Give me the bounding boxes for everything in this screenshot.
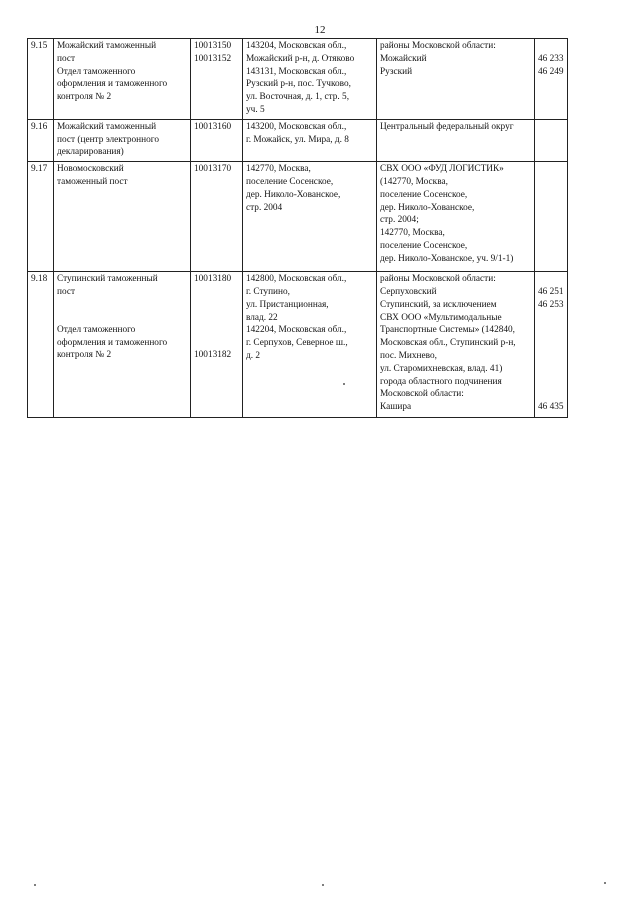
table-row	[28, 39, 568, 120]
table-row	[28, 162, 568, 272]
post-name-line: таможенный пост	[57, 176, 128, 187]
row-number: 9.18	[28, 272, 54, 418]
post-name-line: оформления и таможенного	[57, 337, 168, 348]
table-row	[28, 119, 568, 161]
area-line: СВХ ООО «Мультимодальные	[380, 312, 502, 323]
scan-speck	[322, 884, 324, 886]
post-code: 10013150	[194, 41, 232, 51]
scan-speck	[34, 884, 36, 886]
page-number: 12	[314, 24, 326, 36]
scan-speck	[343, 383, 345, 385]
area-line: дер. Николо-Хованское, уч. 9/1-1)	[380, 253, 514, 264]
address-line: Можайский р-н, д. Отяково	[246, 53, 355, 64]
address-line: 142204, Московская обл.,	[246, 325, 347, 336]
area-line: Можайский	[380, 53, 427, 64]
okato-code: 46 253	[538, 299, 564, 310]
area-line: ул. Старомихневская, влад. 41)	[380, 363, 503, 374]
post-code-cell	[191, 162, 243, 272]
okato-code: 46 233	[538, 53, 564, 64]
post-address-cell	[243, 39, 377, 120]
post-name-line: пост (центр электронного	[57, 134, 159, 145]
address-line: 142770, Москва,	[246, 164, 311, 175]
address-line: поселение Сосенское,	[246, 176, 334, 187]
okato-cell	[535, 39, 568, 120]
address-line: д. 2	[246, 350, 261, 361]
address-line: 142800, Московская обл.,	[246, 274, 347, 285]
post-address-cell	[243, 162, 377, 272]
post-code: 10013180	[194, 274, 232, 285]
area-line: районы Московской области:	[380, 41, 496, 51]
post-name-cell	[54, 119, 191, 161]
post-code: 10013182	[194, 349, 232, 360]
row-number: 9.15	[28, 39, 54, 120]
area-line: поселение Сосенское,	[380, 189, 468, 200]
table-row	[28, 272, 568, 418]
post-code-cell	[191, 39, 243, 120]
post-name-line: контроля № 2	[57, 350, 112, 361]
post-name-line: пост	[57, 53, 76, 64]
post-name-line: Ступинский таможенный	[57, 274, 158, 285]
okato-cell	[535, 119, 568, 161]
post-name-line: Можайский таможенный	[57, 121, 157, 132]
area-line: районы Московской области:	[380, 274, 496, 285]
scan-speck	[604, 882, 606, 884]
post-name-line: пост	[57, 286, 76, 297]
post-code-cell	[191, 272, 243, 418]
area-line: дер. Николо-Хованское,	[380, 202, 475, 213]
area-line: Московская обл., Ступинский р-н,	[380, 338, 516, 349]
address-line: г. Можайск, ул. Мира, д. 8	[246, 134, 349, 145]
post-address-cell	[243, 119, 377, 161]
area-line: 142770, Москва,	[380, 228, 445, 239]
post-name-line: Отдел таможенного	[57, 66, 136, 77]
address-line: 143200, Московская обл.,	[246, 121, 347, 132]
okato-cell	[535, 162, 568, 272]
okato-code: 46 249	[538, 66, 564, 77]
area-line: поселение Сосенское,	[380, 240, 468, 251]
area-line: стр. 2004;	[380, 215, 419, 226]
service-area-cell	[377, 272, 535, 418]
area-line: (142770, Москва,	[380, 176, 448, 187]
row-number: 9.16	[28, 119, 54, 161]
address-line: г. Серпухов, Северное ш.,	[246, 338, 348, 349]
post-name-cell	[54, 272, 191, 418]
customs-posts-table	[27, 38, 568, 418]
post-name-line: оформления и таможенного	[57, 79, 168, 90]
okato-code: 46 435	[538, 402, 564, 413]
address-line: ул. Пристанционная,	[246, 299, 329, 310]
area-line: Центральный федеральный округ	[380, 121, 514, 132]
post-name-line: контроля № 2	[57, 92, 112, 103]
address-line: влад. 22	[246, 312, 278, 323]
area-line: Транспортные Системы» (142840,	[380, 325, 515, 336]
post-name-line: декларирования)	[57, 147, 124, 158]
area-line: Ступинский, за исключением	[380, 299, 497, 310]
address-line: 143204, Московская обл.,	[246, 41, 347, 51]
post-code-cell	[191, 119, 243, 161]
okato-cell	[535, 272, 568, 418]
area-line: Кашира	[380, 402, 412, 413]
row-number: 9.17	[28, 162, 54, 272]
post-code: 10013170	[194, 164, 232, 175]
address-line: стр. 2004	[246, 202, 283, 213]
post-name-line: Новомосковский	[57, 164, 124, 175]
address-line: дер. Николо-Хованское,	[246, 189, 341, 200]
service-area-cell	[377, 39, 535, 120]
post-name-cell	[54, 39, 191, 120]
post-name-line: Отдел таможенного	[57, 324, 136, 335]
address-line: ул. Восточная, д. 1, стр. 5,	[246, 92, 350, 103]
post-name-cell	[54, 162, 191, 272]
area-line: Серпуховский	[380, 286, 437, 297]
post-name-line: Можайский таможенный	[57, 41, 157, 51]
area-line: Московской области:	[380, 389, 464, 400]
post-code: 10013152	[194, 53, 232, 64]
area-line: пос. Михнево,	[380, 350, 437, 361]
address-line: г. Ступино,	[246, 286, 290, 297]
area-line: города областного подчинения	[380, 376, 502, 387]
service-area-cell	[377, 119, 535, 161]
okato-code: 46 251	[538, 286, 564, 297]
address-line: 143131, Московская обл.,	[246, 66, 347, 77]
address-line: Рузский р-н, пос. Тучково,	[246, 79, 351, 90]
service-area-cell	[377, 162, 535, 272]
area-line: Рузский	[380, 66, 413, 77]
post-address-cell	[243, 272, 377, 418]
address-line: уч. 5	[246, 104, 265, 115]
area-line: СВХ ООО «ФУД ЛОГИСТИК»	[380, 164, 504, 175]
post-code: 10013160	[194, 121, 232, 132]
